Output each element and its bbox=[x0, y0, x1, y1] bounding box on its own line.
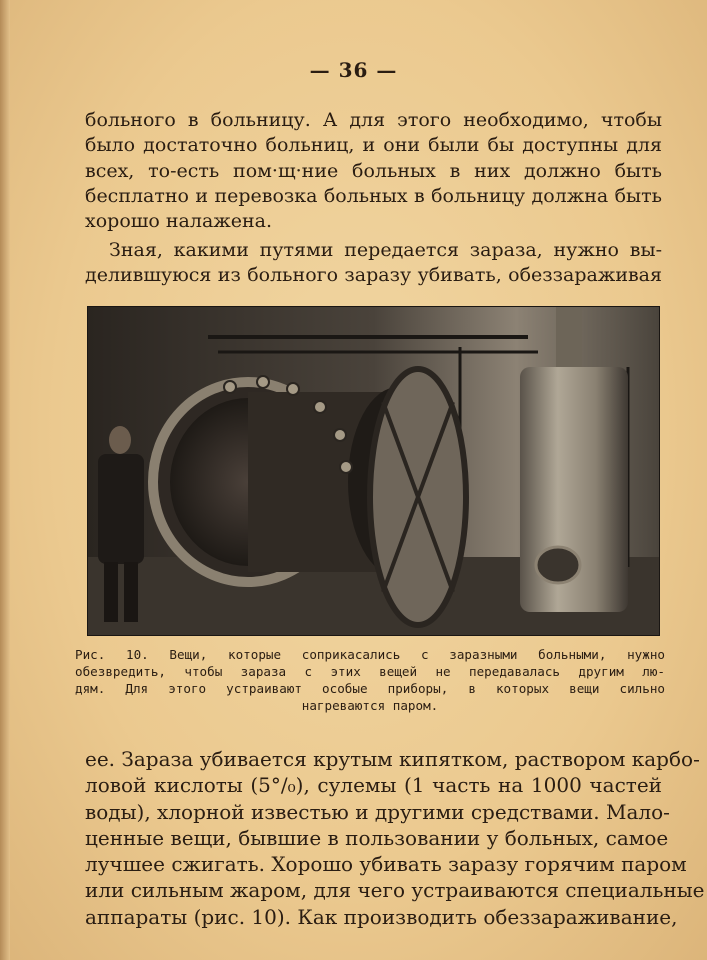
page-binding-edge bbox=[0, 0, 10, 960]
paragraph-1 bbox=[85, 108, 662, 234]
figure-photo bbox=[87, 306, 660, 636]
text-line: ловой кислоты (5°/₀), сулемы (1 часть на 1000 частей bbox=[85, 773, 662, 798]
caption-line: нагреваются паром. bbox=[301, 698, 439, 713]
text-line: лучшее сжигать. Хорошо убивать заразу горячим паром bbox=[85, 852, 687, 877]
text-line: или сильным жаром, для чего устраиваются специальные bbox=[85, 878, 705, 903]
text-line: всех, то-есть пом·щ·ние больных в них должно быть bbox=[85, 159, 662, 182]
caption-line: Рис. 10. Вещи, которые соприкасались с заразными больными, нужно bbox=[75, 647, 665, 662]
figure-caption bbox=[75, 646, 665, 714]
caption-line: обезвредить, чтобы зараза с этих вещей не передавалась другим лю- bbox=[75, 664, 665, 679]
caption-line: дям. Для этого устраивают особые приборы, в которых вещи сильно bbox=[75, 681, 665, 696]
text-line: больного в больницу. А для этого необходимо, чтобы bbox=[85, 109, 662, 131]
text-line: воды), хлорной известью и другими средствами. Мало- bbox=[85, 799, 670, 824]
paragraph-3 bbox=[85, 746, 705, 930]
paragraph-2 bbox=[85, 238, 662, 289]
text-line: аппараты (рис. 10). Как производить обеззараживание, bbox=[85, 904, 678, 929]
disinfection-chamber-photo-icon bbox=[88, 307, 659, 635]
text-line: было достаточно больниц, и они были бы доступны для bbox=[85, 134, 662, 157]
text-line: делившуюся из больного заразу убивать, обеззараживая bbox=[85, 264, 662, 287]
text-line: хорошо налажена. bbox=[85, 210, 273, 233]
text-line: Зная, какими путями передается зараза, нужно вы- bbox=[109, 239, 662, 261]
text-line: ее. Зараза убивается крутым кипятком, раствором карбо- bbox=[85, 747, 700, 771]
text-line: ценные вещи, бывшие в пользовании у больных, самое bbox=[85, 825, 669, 850]
page-number: — 36 — bbox=[309, 58, 398, 82]
text-line: бесплатно и перевозка больных в больницу должна быть bbox=[85, 184, 662, 207]
